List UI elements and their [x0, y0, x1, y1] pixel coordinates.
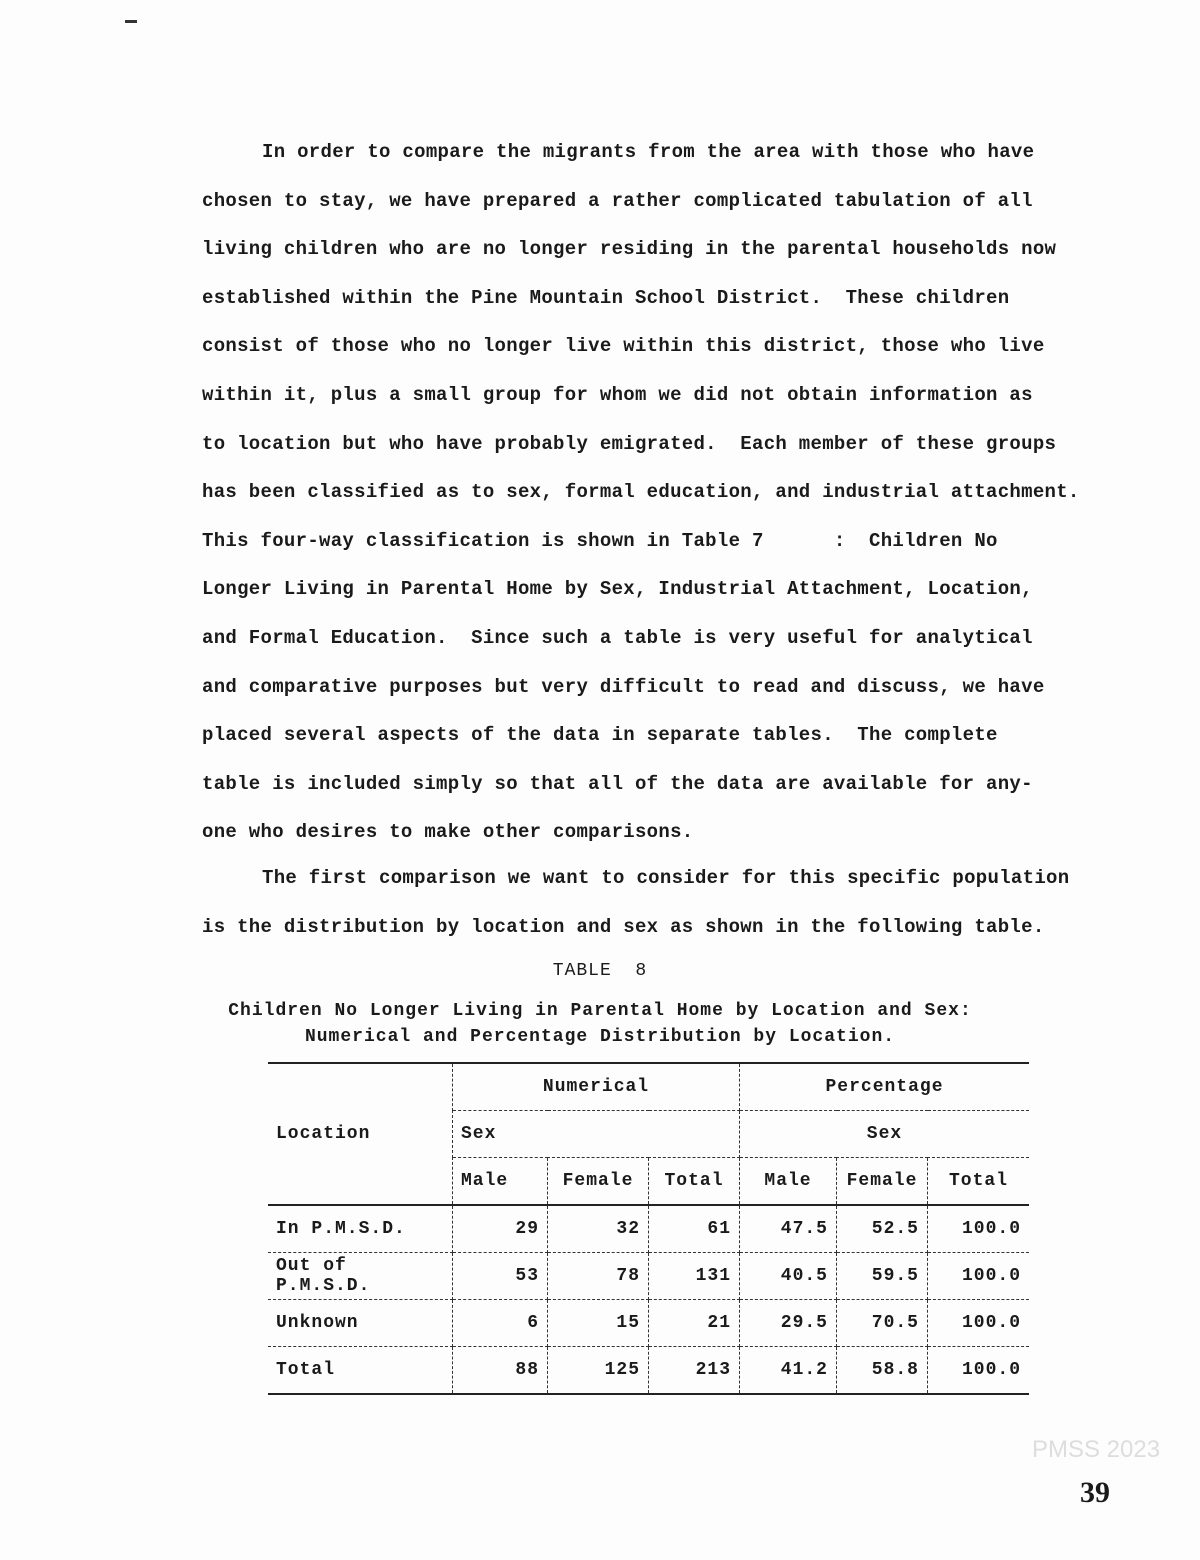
column-header: Female	[837, 1158, 928, 1206]
table-cell: 32	[548, 1205, 649, 1253]
location-header: Location	[268, 1063, 453, 1205]
table-title-line-1: Children No Longer Living in Parental Home by Location and Sex:	[228, 1001, 972, 1021]
table-cell: 52.5	[837, 1205, 928, 1253]
row-label: Total	[268, 1347, 453, 1395]
table-cell: 47.5	[740, 1205, 837, 1253]
table-cell: 41.2	[740, 1347, 837, 1395]
column-header: Female	[548, 1158, 649, 1206]
table-cell: 213	[649, 1347, 740, 1395]
data-table	[268, 1062, 1029, 1395]
table-cell: 100.0	[928, 1347, 1030, 1395]
text-line: The first comparison we want to consider for this specific population	[262, 867, 1070, 889]
table-label: TABLE 8	[552, 961, 648, 981]
row-label: In P.M.S.D.	[268, 1205, 453, 1253]
table-cell: 15	[548, 1300, 649, 1347]
table-cell: 61	[649, 1205, 740, 1253]
scan-mark	[125, 20, 137, 23]
table-cell: 58.8	[837, 1347, 928, 1395]
table-cell: 29.5	[740, 1300, 837, 1347]
text-line: and comparative purposes but very difficult to read and discuss, we have	[202, 675, 1045, 698]
table-cell: 78	[548, 1253, 649, 1300]
table-row	[268, 1347, 1029, 1395]
table-row	[268, 1253, 1029, 1300]
table-cell: 21	[649, 1300, 740, 1347]
row-label: Out of P.M.S.D.	[268, 1253, 453, 1300]
text-line: one who desires to make other comparisons.	[202, 821, 694, 844]
table-title-line-2: Numerical and Percentage Distribution by Location.	[304, 1027, 896, 1047]
watermark: PMSS 2023	[1032, 1436, 1161, 1463]
text-line: within it, plus a small group for whom we did not obtain information as	[202, 384, 1033, 406]
table-row	[268, 1300, 1029, 1347]
table-cell: 53	[453, 1253, 548, 1300]
table-cell: 131	[649, 1253, 740, 1300]
text-line: established within the Pine Mountain School District. These children	[202, 286, 1010, 309]
table-cell: 100.0	[928, 1300, 1030, 1347]
table-row	[268, 1205, 1029, 1253]
table-cell: 125	[548, 1347, 649, 1395]
table-cell: 6	[453, 1300, 548, 1347]
table-cell: 29	[453, 1205, 548, 1253]
sex-header: Sex	[740, 1111, 1030, 1158]
text-line: living children who are no longer residing in the parental households now	[202, 238, 1057, 261]
text-line: placed several aspects of the data in separate tables. The complete	[202, 724, 998, 747]
page-number: 39	[1080, 1476, 1110, 1509]
percentage-header: Percentage	[740, 1063, 1030, 1111]
table-cell: 59.5	[837, 1253, 928, 1300]
table-cell: 40.5	[740, 1253, 837, 1300]
column-header: Total	[649, 1158, 740, 1206]
column-header: Male	[740, 1158, 837, 1206]
text-line: has been classified as to sex, formal education, and industrial attachment.	[202, 481, 1080, 504]
row-label: Unknown	[268, 1300, 453, 1347]
table-cell: 70.5	[837, 1300, 928, 1347]
text-line: chosen to stay, we have prepared a rather complicated tabulation of all	[202, 189, 1033, 212]
column-header: Male	[453, 1158, 548, 1206]
table-cell: 100.0	[928, 1253, 1030, 1300]
sex-header: Sex	[453, 1111, 740, 1158]
text-line: Longer Living in Parental Home by Sex, Industrial Attachment, Location,	[202, 578, 1033, 601]
text-line: table is included simply so that all of the data are available for any-	[202, 772, 1033, 795]
text-line: and Formal Education. Since such a table is very useful for analytical	[202, 627, 1033, 649]
numerical-header: Numerical	[453, 1063, 740, 1111]
text-line: to location but who have probably emigrated. Each member of these groups	[202, 432, 1057, 455]
text-line: consist of those who no longer live within this district, those who live	[202, 335, 1045, 358]
column-header: Total	[928, 1158, 1030, 1206]
text-line: This four-way classification is shown in Table 7 : Children No	[202, 529, 998, 552]
table-cell: 100.0	[928, 1205, 1030, 1253]
text-line: In order to compare the migrants from the area with those who have	[262, 141, 1035, 163]
table-cell: 88	[453, 1347, 548, 1395]
text-line: is the distribution by location and sex as shown in the following table.	[202, 916, 1045, 938]
